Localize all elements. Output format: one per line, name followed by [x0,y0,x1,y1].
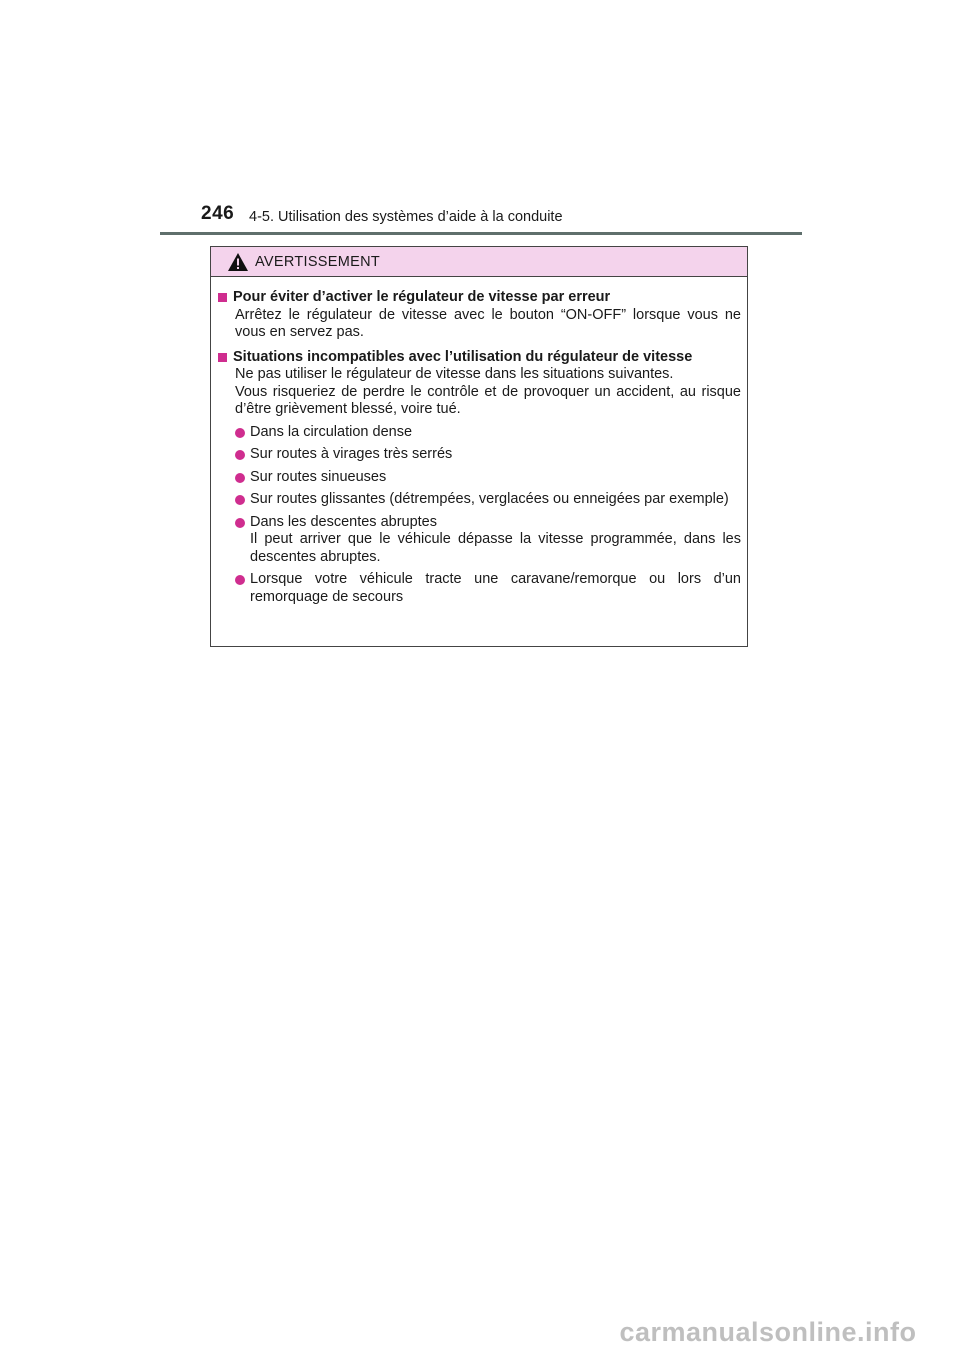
header-rule [160,232,802,235]
list-item-text: Sur routes glissantes (détrempées, verglacées ou enneigées par exemple) [250,491,729,507]
list-item-text: Dans la circulation dense [250,423,413,440]
bullet-dot-icon [235,473,245,483]
paragraph: Arrêtez le régulateur de vitesse avec le bouton “ON-OFF” lorsque vous ne vous en servez pas. [235,306,741,340]
bullet-dot-icon [235,450,245,460]
list-item-text [250,514,741,567]
warning-header [211,247,747,277]
list-item [218,469,741,487]
warning-body [211,277,747,606]
item-heading [218,289,741,307]
bullet-dot-icon [235,495,245,505]
list-item-title: Dans les descentes abruptes [250,513,437,530]
item-heading-text: Pour éviter d’activer le régulateur de vitesse par erreur [233,289,611,305]
square-bullet-icon [218,293,227,302]
list-item [218,491,741,509]
list-item [218,424,741,442]
bullet-dot-icon [235,575,245,585]
list-item-text: Lorsque votre véhicule tracte une caravane/remorque ou lors d’un remorquage de secours [250,571,741,605]
page-number: 246 [201,203,235,224]
list-item [218,514,741,567]
square-bullet-icon [218,353,227,362]
list-item [218,446,741,464]
section-title: 4-5. Utilisation des systèmes d’aide à la conduite [249,209,563,225]
bullet-dot-icon [235,428,245,438]
item-heading-text: Situations incompatibles avec l’utilisation du régulateur de vitesse [233,348,693,365]
list-item-text: Sur routes à virages très serrés [250,446,453,462]
list-item-note: Il peut arriver que le véhicule dépasse la vitesse programmée, dans les descentes abruptes. [250,531,741,565]
warning-box [210,246,748,647]
item-heading [218,349,741,367]
bullet-dot-icon [235,518,245,528]
paragraph: Ne pas utiliser le régulateur de vitesse dans les situations suivantes. [235,366,674,382]
list-item [218,571,741,606]
paragraph: Vous risqueriez de perdre le contrôle et de provoquer un accident, au risque d’être grièvement blessé, voire tué. [235,383,741,417]
warning-title: AVERTISSEMENT [255,253,381,270]
warning-triangle-icon [227,252,249,272]
list-item-text: Sur routes sinueuses [250,468,387,485]
watermark: carmanualsonline.info [619,1316,917,1347]
